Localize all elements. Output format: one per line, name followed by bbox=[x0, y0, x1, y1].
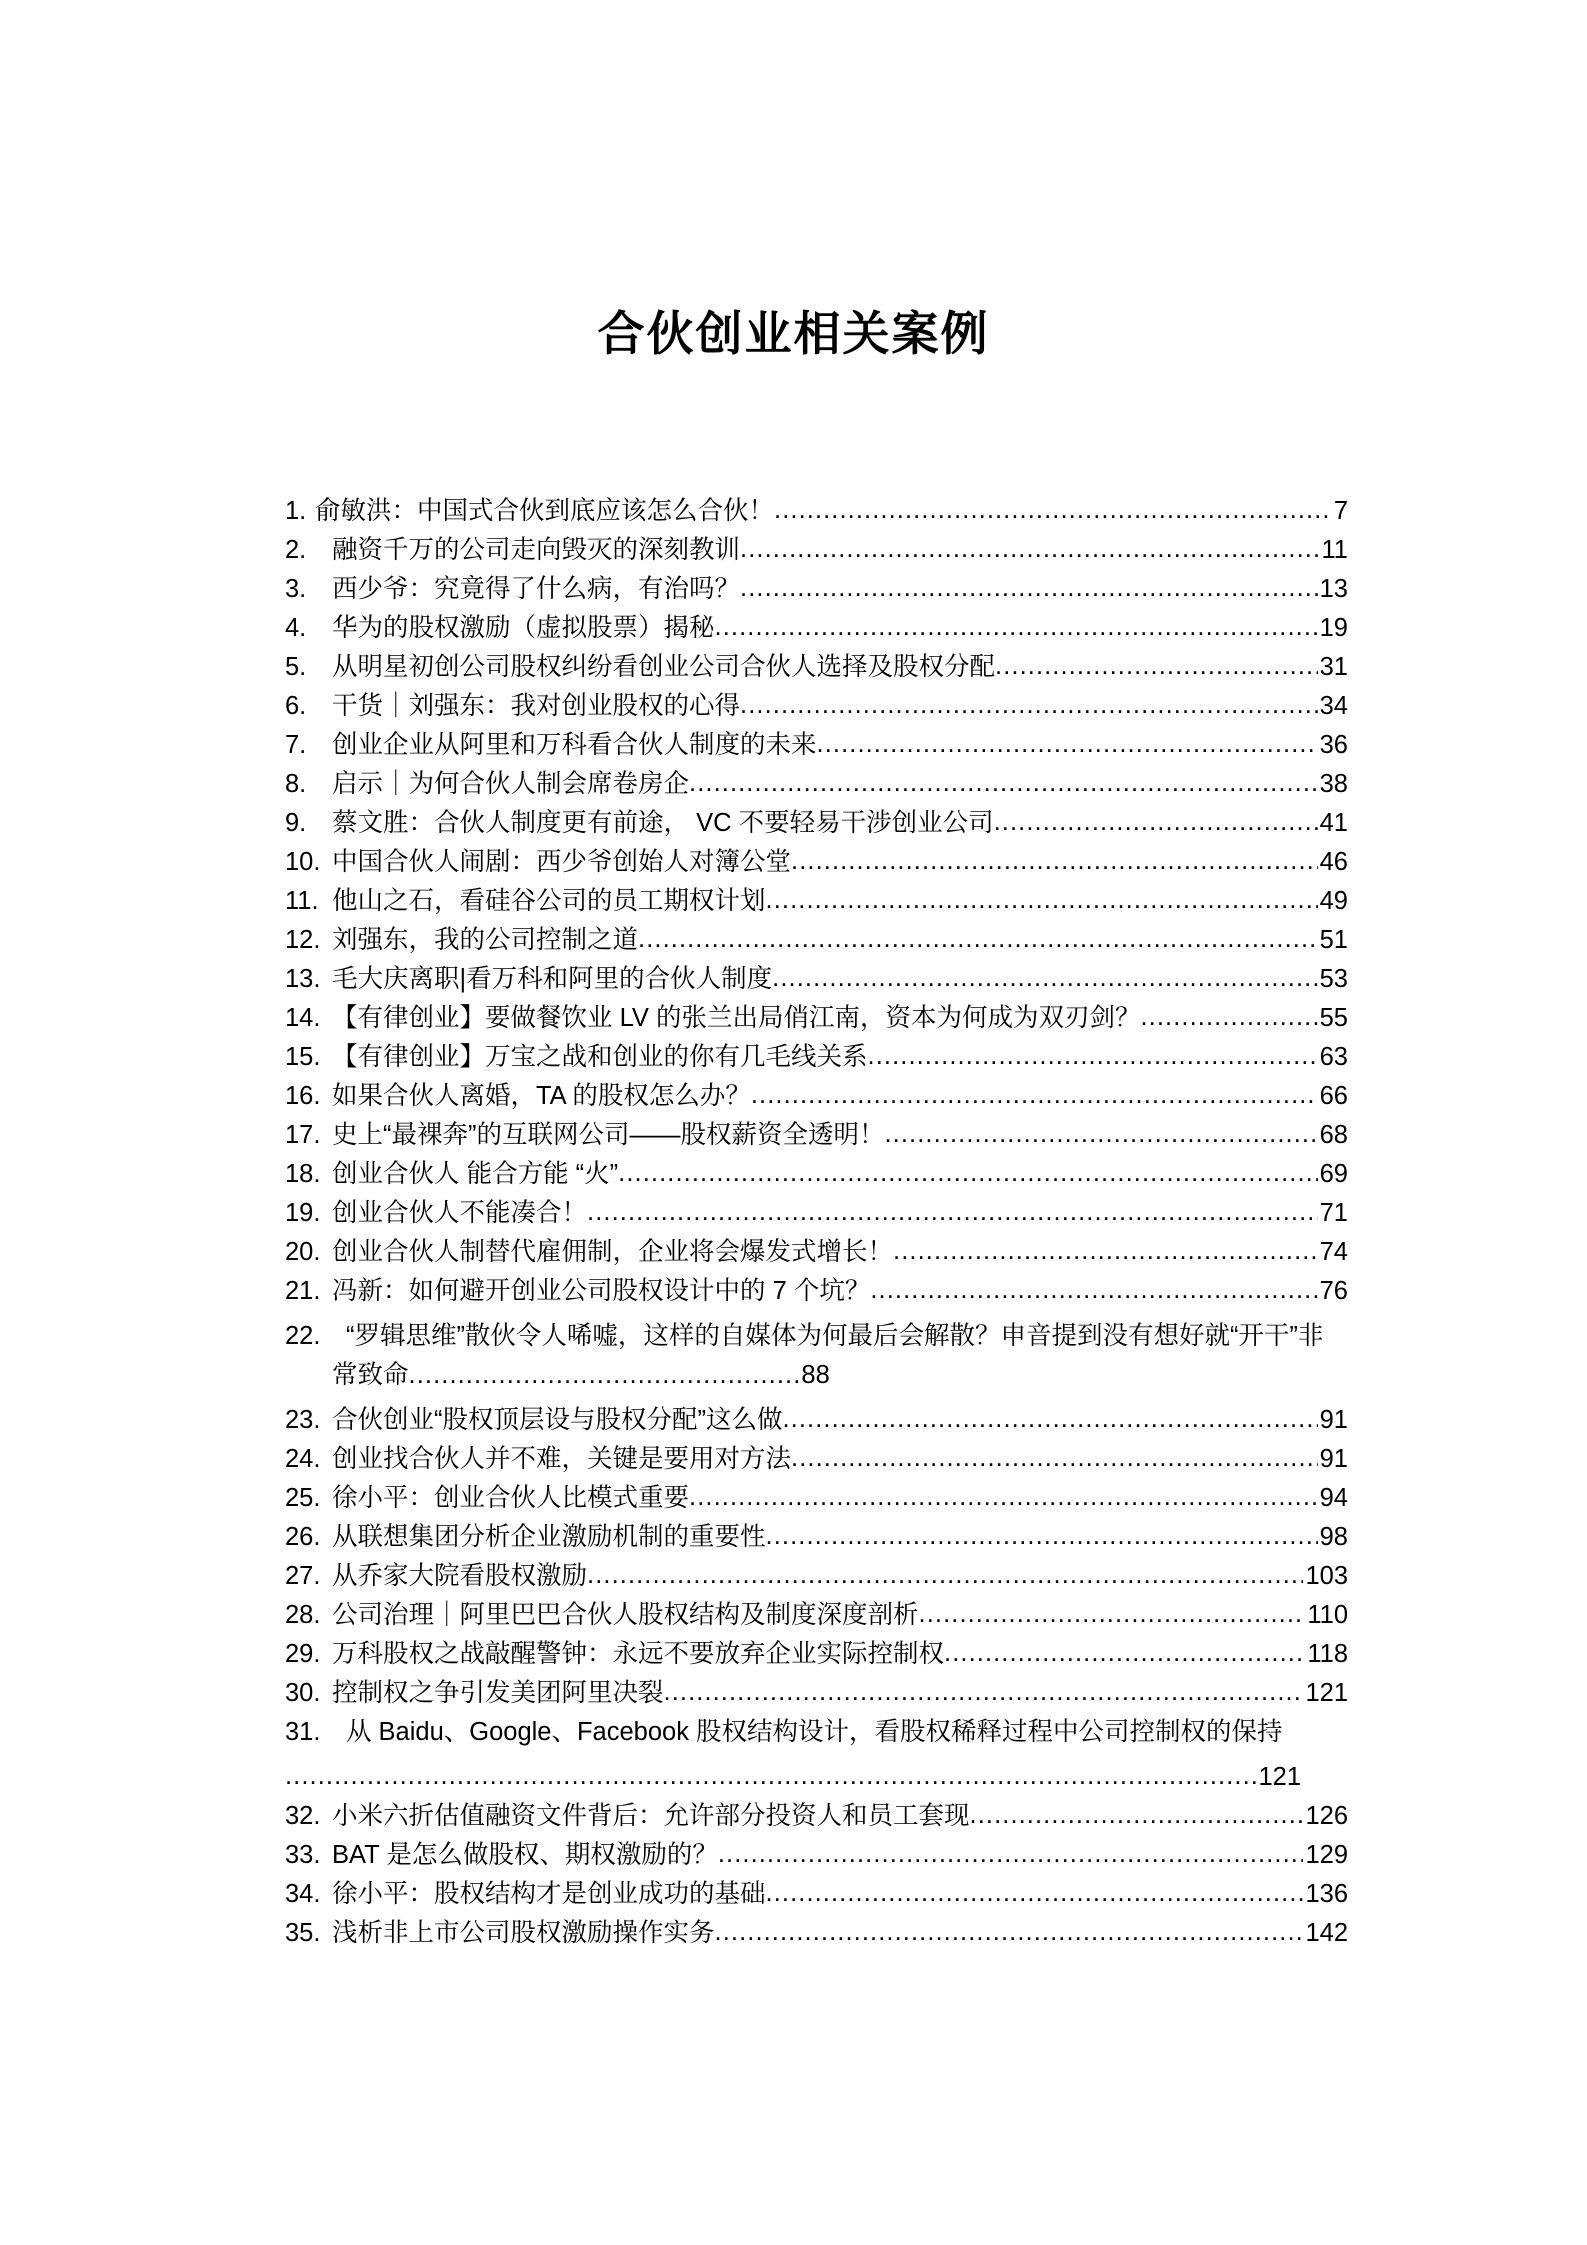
toc-entry[interactable] bbox=[285, 492, 1348, 531]
toc-entry[interactable] bbox=[285, 999, 1348, 1038]
toc-entry[interactable] bbox=[285, 1518, 1348, 1557]
toc-page-number: 121 bbox=[1258, 1763, 1301, 1791]
toc-entry-number: 31. bbox=[285, 1718, 346, 1746]
toc-entry-number: 5. bbox=[285, 653, 307, 681]
toc-entry[interactable] bbox=[285, 1116, 1348, 1155]
toc-page-number: 76 bbox=[1319, 1277, 1348, 1305]
toc-entry-text bbox=[285, 960, 772, 999]
page-title: 合伙创业相关案例 bbox=[597, 307, 990, 360]
toc-entry-line bbox=[285, 492, 1348, 531]
toc-entry[interactable] bbox=[285, 648, 1348, 687]
toc-leader-dots bbox=[618, 1154, 1317, 1193]
toc-entry-number: 2. bbox=[285, 536, 307, 564]
toc-entry-line bbox=[285, 1116, 1348, 1155]
toc-page-number: 46 bbox=[1319, 848, 1348, 876]
toc-entry[interactable] bbox=[285, 1401, 1348, 1440]
toc-entry[interactable] bbox=[285, 1596, 1348, 1635]
toc-leader-dots bbox=[715, 608, 1318, 647]
toc-entry-text bbox=[285, 1596, 919, 1635]
toc-entry[interactable] bbox=[285, 1713, 1348, 1797]
toc-entry-line bbox=[285, 1440, 1348, 1479]
toc-entry-label: 徐小平：股权结构才是创业成功的基础 bbox=[332, 1880, 766, 1908]
toc-entry-label: 毛大庆离职|看万科和阿里的合伙人制度 bbox=[332, 965, 773, 993]
toc-entry-number: 16. bbox=[285, 1082, 321, 1110]
toc-entry-number: 33. bbox=[285, 1841, 321, 1869]
toc-entry-text bbox=[285, 1713, 1348, 1752]
toc-leader-dots bbox=[774, 491, 1332, 530]
toc-entry-text bbox=[285, 999, 1140, 1038]
toc-entry-number: 20. bbox=[285, 1238, 321, 1266]
toc-entry[interactable] bbox=[285, 1674, 1348, 1713]
toc-leader-dots bbox=[740, 530, 1320, 569]
toc-leader-dots bbox=[970, 1796, 1304, 1835]
toc-page-number: 49 bbox=[1319, 887, 1348, 915]
toc-entry[interactable] bbox=[285, 726, 1348, 765]
toc-entry-label: 创业合伙人制替代雇佣制，企业将会爆发式增长！ bbox=[332, 1238, 894, 1266]
toc-entry-text bbox=[285, 1194, 587, 1233]
toc-entry-number: 25. bbox=[285, 1484, 321, 1512]
toc-entry-line bbox=[285, 1914, 1348, 1953]
toc-entry-label: 刘强东，我的公司控制之道 bbox=[332, 926, 639, 954]
toc-leader-dots bbox=[1140, 998, 1317, 1037]
toc-entry-line bbox=[285, 609, 1348, 648]
toc-entry[interactable] bbox=[285, 1836, 1348, 1875]
toc-entry-line bbox=[285, 1875, 1348, 1914]
toc-entry[interactable] bbox=[285, 960, 1348, 999]
toc-entry-text bbox=[285, 1077, 751, 1116]
toc-entry-label: BAT 是怎么做股权、期权激励的？ bbox=[332, 1841, 718, 1869]
toc-entry-line bbox=[285, 765, 1348, 804]
toc-entry-text bbox=[285, 1875, 766, 1914]
toc-entry-label: 蔡文胜：合伙人制度更有前途， VC 不要轻易干涉创业公司 bbox=[332, 809, 994, 837]
toc-entry-number: 18. bbox=[285, 1160, 321, 1188]
toc-entry-number: 13. bbox=[285, 965, 321, 993]
toc-entry-number: 30. bbox=[285, 1679, 321, 1707]
toc-entry-text bbox=[285, 1674, 664, 1713]
toc-leader-dots bbox=[766, 1517, 1318, 1556]
toc-leader-dots bbox=[766, 1874, 1304, 1913]
toc-entry-number: 6. bbox=[285, 692, 307, 720]
toc-entry-label: 控制权之争引发美团阿里决裂 bbox=[332, 1679, 664, 1707]
toc-leader-dots bbox=[689, 1478, 1318, 1517]
toc-leader-dots bbox=[715, 1913, 1304, 1952]
toc-entry[interactable] bbox=[285, 1635, 1348, 1674]
toc-entry-label: 公司治理｜阿里巴巴合伙人股权结构及制度深度剖析 bbox=[332, 1601, 919, 1629]
toc-page-number: 91 bbox=[1319, 1445, 1348, 1473]
toc-entry-label: 史上“最裸奔”的互联网公司——股权薪资全透明！ bbox=[332, 1121, 885, 1149]
toc-entry-line bbox=[285, 687, 1348, 726]
toc-entry-text bbox=[285, 1272, 870, 1311]
toc-entry-text bbox=[285, 1440, 791, 1479]
table-of-contents bbox=[285, 492, 1348, 1953]
toc-entry-label: 万科股权之战敲醒警钟：永远不要放弃企业实际控制权 bbox=[332, 1640, 945, 1668]
toc-entry-line bbox=[285, 1077, 1348, 1116]
toc-entry-label: 创业合伙人 能合方能 “火” bbox=[332, 1160, 619, 1188]
toc-entry-label: 启示｜为何合伙人制会席卷房企 bbox=[332, 770, 690, 798]
toc-leader-dots bbox=[587, 1193, 1318, 1232]
toc-leader-dots bbox=[587, 1556, 1303, 1595]
toc-entry-line bbox=[285, 1233, 1348, 1272]
toc-entry-line bbox=[285, 648, 1348, 687]
toc-entry[interactable] bbox=[285, 1194, 1348, 1233]
toc-page-number: 91 bbox=[1319, 1406, 1348, 1434]
toc-page-number: 103 bbox=[1305, 1562, 1348, 1590]
toc-entry-label: 创业企业从阿里和万科看合伙人制度的未来 bbox=[332, 731, 817, 759]
toc-page-number: 126 bbox=[1305, 1802, 1348, 1830]
toc-entry-label: 融资千万的公司走向毁灭的深刻教训 bbox=[332, 536, 741, 564]
toc-entry-text bbox=[285, 1233, 893, 1272]
toc-page-number: 71 bbox=[1319, 1199, 1348, 1227]
toc-entry-label: 从联想集团分析企业激励机制的重要性 bbox=[332, 1523, 766, 1551]
toc-entry[interactable] bbox=[285, 1233, 1348, 1272]
toc-entry-line bbox=[285, 960, 1348, 999]
toc-page-number: 121 bbox=[1305, 1679, 1348, 1707]
toc-entry-number: 19. bbox=[285, 1199, 321, 1227]
toc-entry-line bbox=[285, 1038, 1348, 1077]
toc-entry-number: 17. bbox=[285, 1121, 321, 1149]
toc-entry-line bbox=[285, 1836, 1348, 1875]
toc-entry-text bbox=[285, 1038, 868, 1077]
toc-leader-dots bbox=[766, 881, 1318, 920]
toc-page-number: 118 bbox=[1307, 1640, 1348, 1668]
toc-page-number: 136 bbox=[1305, 1880, 1348, 1908]
toc-entry-label: 华为的股权激励（虚拟股票）揭秘 bbox=[332, 614, 715, 642]
toc-entry-text bbox=[285, 1836, 718, 1875]
toc-leader-dots bbox=[664, 1673, 1304, 1712]
toc-entry-text bbox=[285, 765, 689, 804]
toc-leader-dots bbox=[689, 764, 1318, 803]
toc-entry-line bbox=[285, 1596, 1348, 1635]
toc-entry-line bbox=[285, 1401, 1348, 1440]
toc-page-number: 19 bbox=[1319, 614, 1348, 642]
toc-entry[interactable] bbox=[285, 1557, 1348, 1596]
toc-page-number: 66 bbox=[1319, 1082, 1348, 1110]
toc-entry-line bbox=[285, 882, 1348, 921]
toc-entry-number: 7. bbox=[285, 731, 307, 759]
toc-leader-dots bbox=[772, 959, 1317, 998]
toc-entry[interactable] bbox=[285, 609, 1348, 648]
toc-entry-text bbox=[285, 726, 817, 765]
toc-entry-line bbox=[285, 1272, 1348, 1311]
toc-entry-label: 如果合伙人离婚，TA 的股权怎么办？ bbox=[332, 1082, 751, 1110]
toc-entry-label: 徐小平：创业合伙人比模式重要 bbox=[332, 1484, 690, 1512]
toc-entry-text bbox=[285, 531, 740, 570]
toc-page-number: 38 bbox=[1319, 770, 1348, 798]
toc-leader-dots bbox=[885, 1115, 1318, 1154]
toc-leader-dots bbox=[994, 803, 1318, 842]
toc-entry-line bbox=[285, 1797, 1348, 1836]
toc-entry[interactable] bbox=[285, 1155, 1348, 1194]
toc-entry-number: 9. bbox=[285, 809, 307, 837]
toc-entry[interactable] bbox=[285, 1317, 1348, 1395]
toc-entry-number: 29. bbox=[285, 1640, 321, 1668]
toc-entry-number: 24. bbox=[285, 1445, 321, 1473]
toc-entry-text bbox=[285, 570, 740, 609]
toc-page-number: 68 bbox=[1319, 1121, 1348, 1149]
toc-leader-dots bbox=[638, 920, 1318, 959]
toc-entry-number: 3. bbox=[285, 575, 307, 603]
toc-entry-number: 1. bbox=[285, 497, 307, 525]
toc-entry-text bbox=[285, 1401, 783, 1440]
toc-entry-number: 22. bbox=[285, 1322, 346, 1350]
toc-page-number: 7 bbox=[1333, 497, 1348, 525]
toc-leader-dots bbox=[740, 686, 1318, 725]
toc-entry-number: 8. bbox=[285, 770, 307, 798]
toc-entry-label: 创业找合伙人并不难，关键是要用对方法 bbox=[332, 1445, 792, 1473]
toc-entry-number: 15. bbox=[285, 1043, 321, 1071]
toc-entry-label: 【有律创业】万宝之战和创业的你有几毛线关系 bbox=[332, 1043, 868, 1071]
toc-entry-label: 浅析非上市公司股权激励操作实务 bbox=[332, 1919, 715, 1947]
toc-entry-text bbox=[285, 648, 995, 687]
toc-leader-dots bbox=[791, 1439, 1318, 1478]
toc-entry-text bbox=[285, 921, 638, 960]
toc-entry-line bbox=[285, 726, 1348, 765]
toc-entry[interactable] bbox=[285, 1914, 1348, 1953]
toc-leader-dots bbox=[718, 1835, 1304, 1874]
toc-page-number: 36 bbox=[1319, 731, 1348, 759]
toc-entry-label: 小米六折估值融资文件背后：允许部分投资人和员工套现 bbox=[332, 1802, 970, 1830]
toc-leader-dots bbox=[783, 1400, 1318, 1439]
toc-entry-line bbox=[285, 843, 1348, 882]
toc-entry[interactable] bbox=[285, 687, 1348, 726]
toc-leader-row bbox=[285, 1758, 1301, 1797]
toc-page-number: 51 bbox=[1319, 926, 1348, 954]
toc-entry[interactable] bbox=[285, 921, 1348, 960]
toc-page-number: 13 bbox=[1319, 575, 1348, 603]
toc-entry[interactable] bbox=[285, 1797, 1348, 1836]
toc-leader-dots bbox=[995, 647, 1318, 686]
toc-entry-text bbox=[285, 843, 791, 882]
toc-entry-label: 干货｜刘强东：我对创业股权的心得 bbox=[332, 692, 741, 720]
toc-entry-number: 34. bbox=[285, 1880, 321, 1908]
toc-entry-line bbox=[285, 1518, 1348, 1557]
toc-page-number: 11 bbox=[1321, 536, 1348, 564]
toc-entry-label: 【有律创业】要做餐饮业 LV 的张兰出局俏江南，资本为何成为双刃剑？ bbox=[332, 1004, 1141, 1032]
toc-entry-label: 西少爷：究竟得了什么病，有治吗？ bbox=[332, 575, 741, 603]
toc-page-number: 31 bbox=[1319, 653, 1348, 681]
toc-entry-number: 32. bbox=[285, 1802, 321, 1830]
toc-entry[interactable] bbox=[285, 1272, 1348, 1311]
toc-entry-line bbox=[285, 804, 1348, 843]
toc-entry-text bbox=[285, 1635, 944, 1674]
toc-page-number: 63 bbox=[1319, 1043, 1348, 1071]
toc-entry-label: 冯新：如何避开创业公司股权设计中的 7 个坑？ bbox=[332, 1277, 871, 1305]
toc-entry-line bbox=[285, 1635, 1348, 1674]
toc-entry-line bbox=[285, 531, 1348, 570]
toc-entry[interactable] bbox=[285, 804, 1348, 843]
toc-entry-line bbox=[285, 1557, 1348, 1596]
toc-entry-number: 26. bbox=[285, 1523, 321, 1551]
toc-entry-text bbox=[285, 609, 715, 648]
toc-leader-dots bbox=[944, 1634, 1305, 1673]
toc-entry[interactable] bbox=[285, 1038, 1348, 1077]
toc-entry-number: 35. bbox=[285, 1919, 321, 1947]
toc-page-number: 69 bbox=[1319, 1160, 1348, 1188]
toc-entry-text bbox=[285, 687, 740, 726]
toc-entry-text bbox=[285, 1518, 766, 1557]
toc-page-number: 98 bbox=[1319, 1523, 1348, 1551]
toc-page-number: 55 bbox=[1319, 1004, 1348, 1032]
toc-entry-line bbox=[285, 1155, 1348, 1194]
toc-page-number: 129 bbox=[1305, 1841, 1348, 1869]
toc-leader-dots bbox=[285, 1757, 1256, 1796]
toc-entry-text bbox=[285, 492, 774, 531]
toc-leader-dots bbox=[868, 1037, 1318, 1076]
toc-entry[interactable] bbox=[285, 1479, 1348, 1518]
toc-entry-line bbox=[285, 570, 1348, 609]
toc-entry[interactable] bbox=[285, 570, 1348, 609]
toc-entry[interactable] bbox=[285, 1875, 1348, 1914]
toc-entry-number: 11. bbox=[285, 887, 319, 915]
toc-entry-number: 21. bbox=[285, 1277, 321, 1305]
toc-leader-dots bbox=[817, 725, 1318, 764]
toc-entry-number: 14. bbox=[285, 1004, 321, 1032]
toc-entry[interactable] bbox=[285, 882, 1348, 921]
toc-entry-text bbox=[285, 1116, 885, 1155]
toc-entry-number: 10. bbox=[285, 848, 321, 876]
toc-entry-text bbox=[285, 1914, 715, 1953]
toc-entry-label: 他山之石，看硅谷公司的员工期权计划 bbox=[332, 887, 766, 915]
toc-entry-line bbox=[285, 1479, 1348, 1518]
toc-entry-line bbox=[285, 999, 1348, 1038]
toc-entry-label: 合伙创业“股权顶层设与股权分配”这么做 bbox=[332, 1406, 783, 1434]
toc-entry[interactable] bbox=[285, 843, 1348, 882]
toc-page-number: 53 bbox=[1319, 965, 1348, 993]
toc-entry[interactable] bbox=[285, 1440, 1348, 1479]
toc-entry-label: 俞敏洪：中国式合伙到底应该怎么合伙！ bbox=[315, 497, 775, 525]
toc-page-number: 74 bbox=[1319, 1238, 1348, 1266]
toc-leader-dots bbox=[791, 842, 1318, 881]
toc-entry-line bbox=[285, 1194, 1348, 1233]
toc-page-number: 88 bbox=[801, 1361, 830, 1389]
toc-page-number: 110 bbox=[1307, 1601, 1348, 1629]
toc-page-number: 34 bbox=[1319, 692, 1348, 720]
toc-leader-dots: ................................................ bbox=[408, 1361, 802, 1389]
toc-page-number: 94 bbox=[1319, 1484, 1348, 1512]
toc-leader-dots bbox=[751, 1076, 1318, 1115]
toc-page-number: 142 bbox=[1305, 1919, 1348, 1947]
toc-entry-label: “罗辑思维”散伙令人唏嘘，这样的自媒体为何最后会解散？申音提到没有想好就“开干”非常致命 bbox=[332, 1322, 1324, 1389]
toc-entry[interactable] bbox=[285, 765, 1348, 804]
toc-entry[interactable] bbox=[285, 1077, 1348, 1116]
toc-entry-number: 4. bbox=[285, 614, 307, 642]
toc-entry-label: 从明星初创公司股权纠纷看创业公司合伙人选择及股权分配 bbox=[332, 653, 996, 681]
toc-entry-label: 中国合伙人闹剧：西少爷创始人对簿公堂 bbox=[332, 848, 792, 876]
toc-entry-text bbox=[285, 1479, 689, 1518]
toc-entry-label: 从乔家大院看股权激励 bbox=[332, 1562, 588, 1590]
toc-entry-line bbox=[285, 1674, 1348, 1713]
toc-entry-text bbox=[285, 1797, 970, 1836]
toc-entry-text bbox=[285, 1155, 618, 1194]
toc-leader-dots bbox=[740, 569, 1318, 608]
toc-leader-dots bbox=[893, 1232, 1318, 1271]
toc-entry-label: 从 Baidu、Google、Facebook 股权结构设计，看股权稀释过程中公司控制权的保持 bbox=[345, 1718, 1283, 1746]
toc-entry-text bbox=[285, 882, 766, 921]
toc-leader-dots bbox=[870, 1271, 1317, 1310]
toc-entry[interactable] bbox=[285, 531, 1348, 570]
toc-entry-text bbox=[285, 1557, 587, 1596]
toc-page-number: 41 bbox=[1319, 809, 1348, 837]
toc-entry-number: 28. bbox=[285, 1601, 321, 1629]
toc-leader-dots bbox=[919, 1595, 1306, 1634]
toc-entry-number: 27. bbox=[285, 1562, 321, 1590]
toc-entry-text bbox=[285, 804, 994, 843]
toc-entry-label: 创业合伙人不能凑合！ bbox=[332, 1199, 588, 1227]
toc-entry-number: 23. bbox=[285, 1406, 321, 1434]
toc-entry-number: 12. bbox=[285, 926, 321, 954]
toc-entry-line bbox=[285, 921, 1348, 960]
